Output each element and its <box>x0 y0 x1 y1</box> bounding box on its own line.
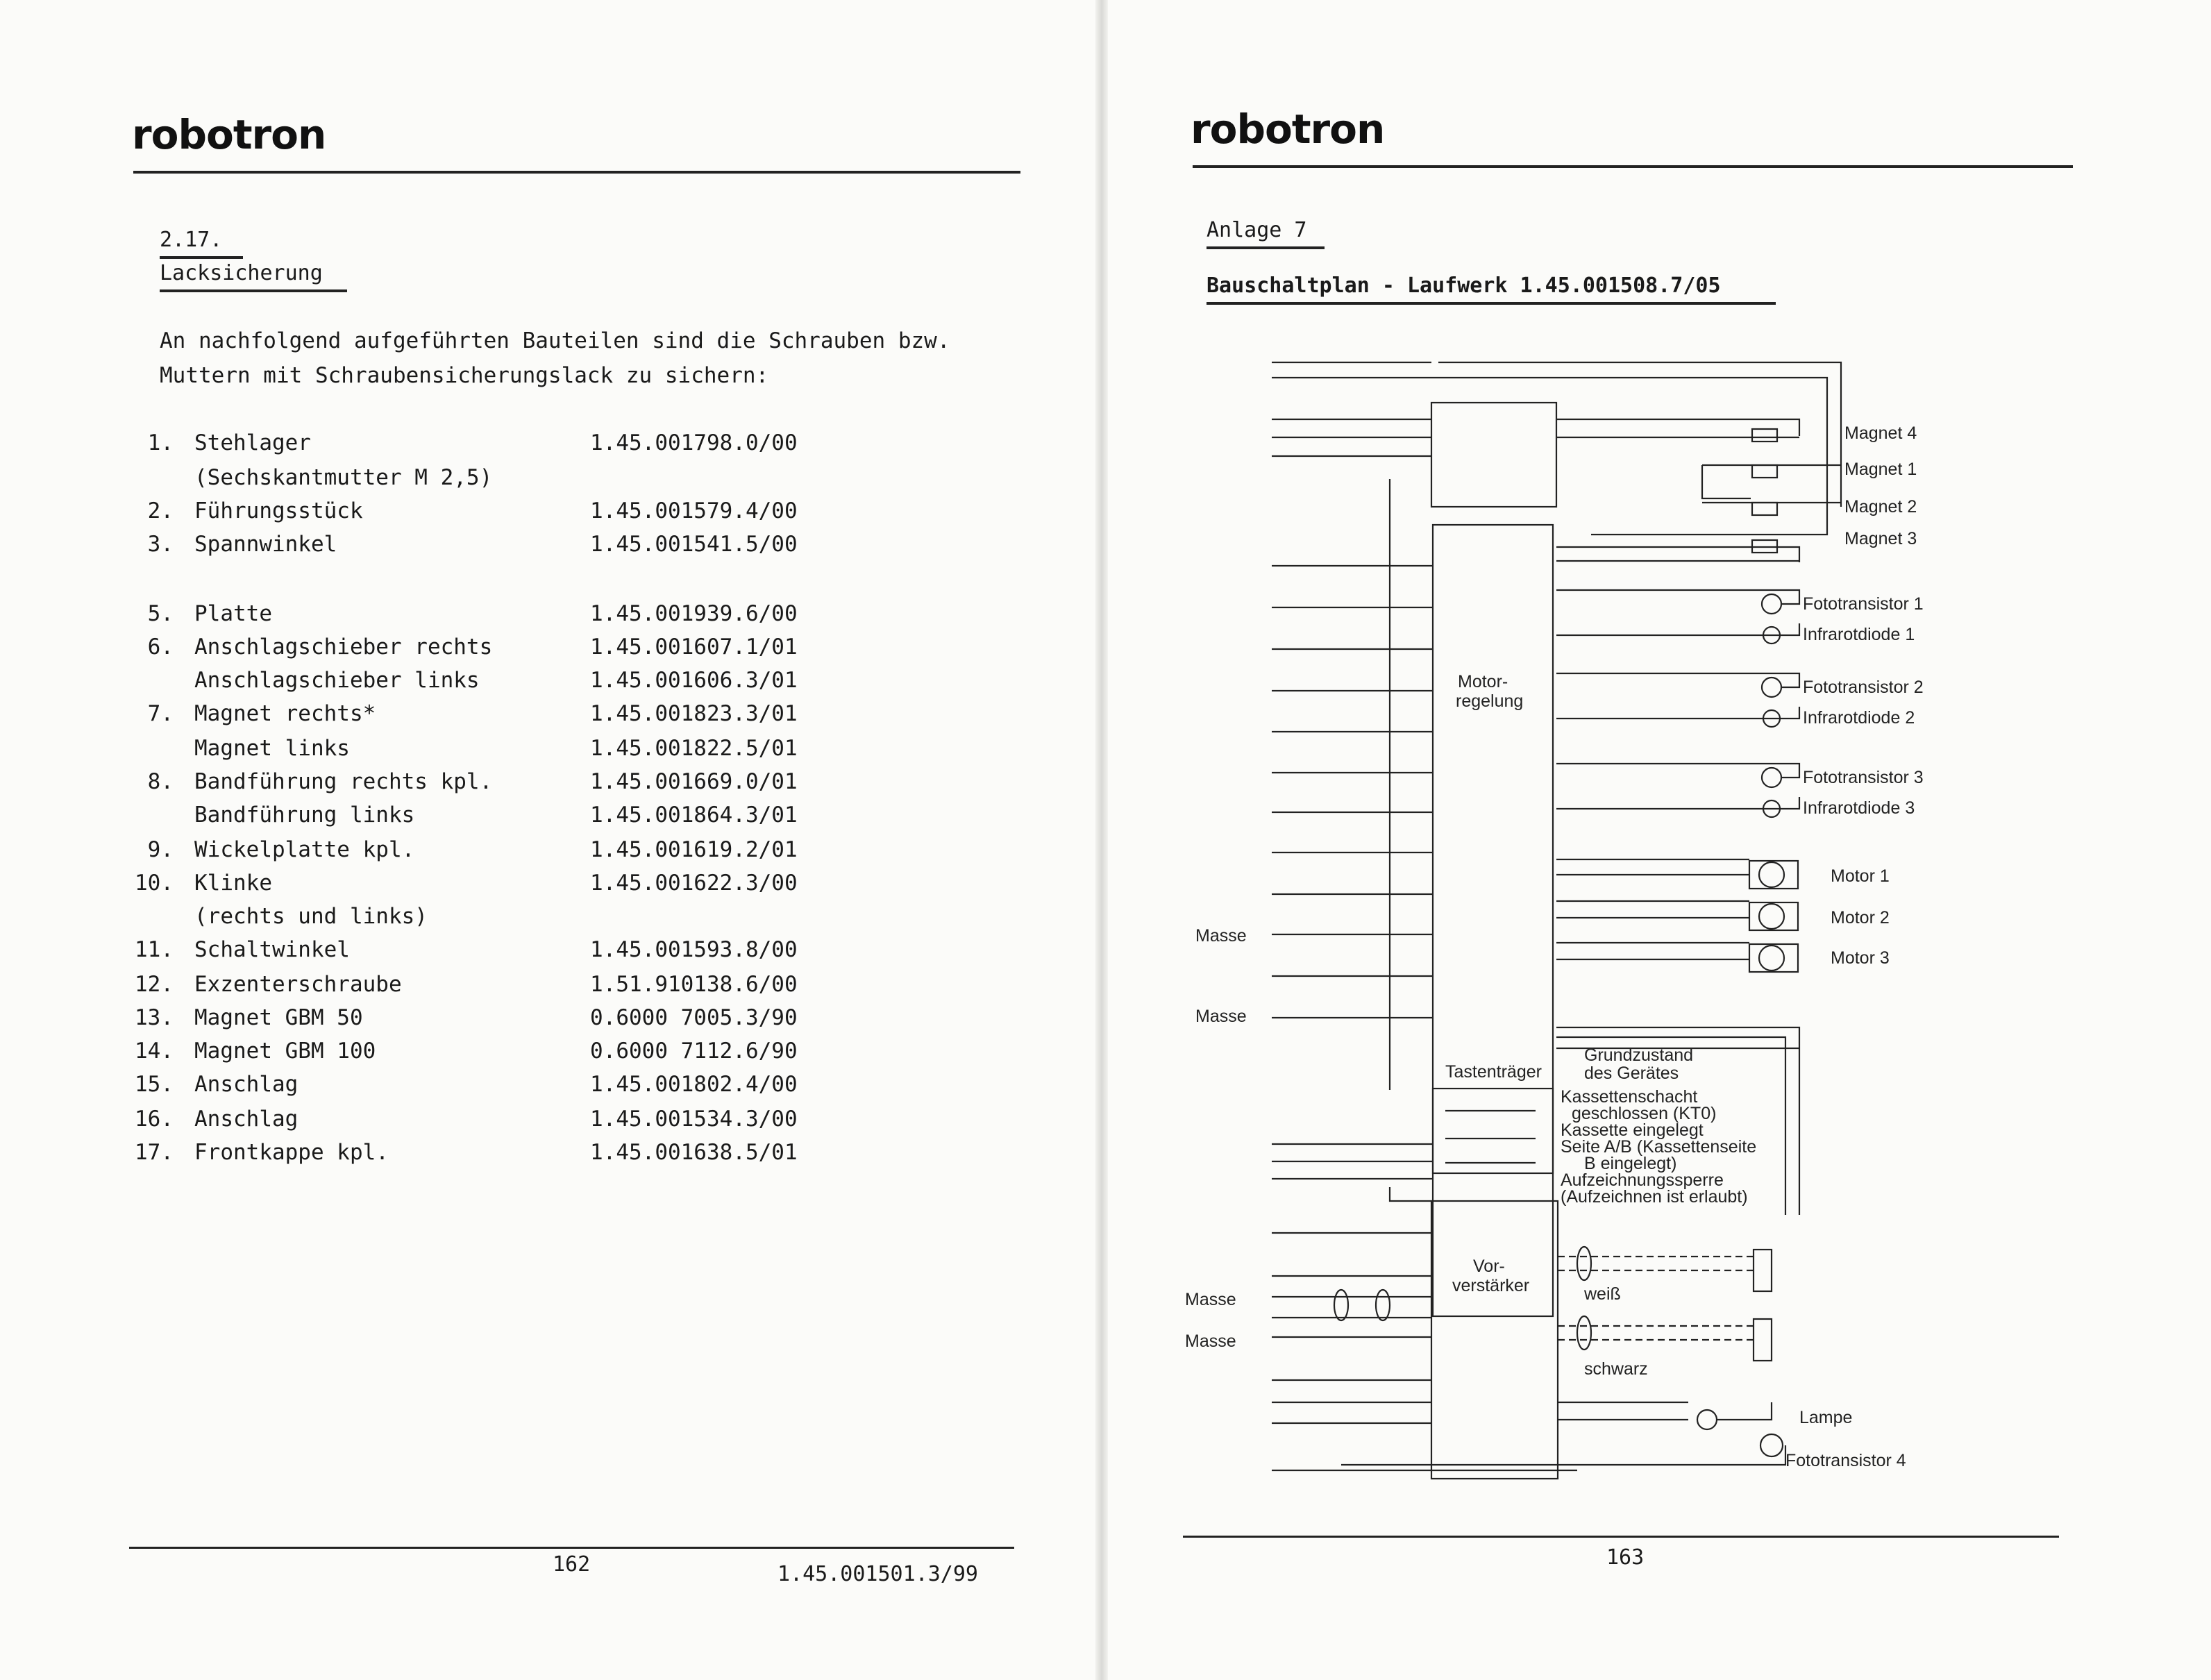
preamp-label-2: verstärker <box>1452 1276 1530 1295</box>
item-name: (rechts und links) <box>194 904 428 929</box>
item-number: 8. <box>147 769 174 794</box>
item-name: Führungsstück <box>194 498 363 523</box>
magnet-4-label: Magnet 4 <box>1844 423 1917 443</box>
item-number: 17. <box>135 1140 174 1165</box>
item-part-number: 0.6000 7005.3/90 <box>590 1005 798 1030</box>
item-part-number: 1.45.001798.0/00 <box>590 430 798 455</box>
item-part-number: 1.45.001534.3/00 <box>590 1107 798 1132</box>
motor-control-label-2: regelung <box>1456 691 1524 711</box>
switch-note-1: Kassettenschacht <box>1561 1087 1698 1107</box>
switch-note-7: (Aufzeichnen ist erlaubt) <box>1561 1187 1748 1207</box>
motor-2-label: Motor 2 <box>1831 908 1890 927</box>
item-name: Anschlagschieber links <box>194 668 480 693</box>
item-name: Anschlag <box>194 1107 299 1132</box>
magnet-1-label: Magnet 1 <box>1844 460 1917 479</box>
item-part-number: 0.6000 7112.6/90 <box>590 1039 798 1064</box>
switch-note-4: Seite A/B (Kassettenseite <box>1561 1137 1757 1157</box>
item-name: Magnet rechts* <box>194 701 376 726</box>
item-part-number: 1.45.001864.3/01 <box>590 803 798 828</box>
ground-label-1: Masse <box>1195 926 1247 946</box>
item-name: Exzenterschraube <box>194 972 402 997</box>
wire-white-label: weiß <box>1584 1284 1621 1304</box>
key-carrier-block <box>1433 1089 1553 1173</box>
item-name: Schaltwinkel <box>194 937 350 962</box>
page-number: 162 <box>553 1552 591 1577</box>
item-number: 1. <box>147 430 174 455</box>
ic-block-top <box>1431 403 1556 507</box>
ground-label-3: Masse <box>1185 1290 1236 1309</box>
preamp-block <box>1431 1201 1558 1479</box>
schematic-title: Bauschaltplan - Laufwerk 1.45.001508.7/05 <box>1207 274 1776 305</box>
item-name: Anschlagschieber rechts <box>194 635 493 660</box>
item-part-number: 1.45.001622.3/00 <box>590 871 798 896</box>
fototransistor-2-label: Fototransistor 2 <box>1803 678 1924 697</box>
item-part-number: 1.45.001669.0/01 <box>590 769 798 794</box>
item-part-number: 1.45.001593.8/00 <box>590 937 798 962</box>
fototransistor-4-label: Fototransistor 4 <box>1785 1451 1906 1470</box>
infrarotdiode-3-label: Infrarotdiode 3 <box>1803 798 1915 818</box>
switch-note-2: geschlossen (KT0) <box>1572 1104 1717 1123</box>
ground-label-2: Masse <box>1195 1007 1247 1026</box>
motor-control-block <box>1433 525 1553 1316</box>
item-part-number: 1.51.910138.6/00 <box>590 972 798 997</box>
header-rule <box>1193 165 2073 168</box>
footer-rule <box>129 1547 1014 1549</box>
header-rule <box>133 171 1020 174</box>
item-part-number: 1.45.001619.2/01 <box>590 837 798 862</box>
fototransistor-1-label: Fototransistor 1 <box>1803 594 1924 614</box>
initial-state-label-2: des Gerätes <box>1584 1064 1679 1083</box>
item-number: 7. <box>147 701 174 726</box>
intro-paragraph: An nachfolgend aufgeführten Bauteilen sind die Schrauben bzw. Muttern mit Schraubensicherungslack zu sichern: <box>160 328 950 388</box>
initial-state-label: Grundzustand <box>1584 1045 1694 1065</box>
item-number: 14. <box>135 1039 174 1064</box>
document-number: 1.45.001501.3/99 <box>777 1562 978 1586</box>
switch-note-6: Aufzeichnungssperre <box>1561 1170 1724 1190</box>
item-number: 11. <box>135 937 174 962</box>
item-number: 6. <box>147 635 174 660</box>
fototransistor-3-label: Fototransistor 3 <box>1803 768 1924 787</box>
switch-note-3: Kassette eingelegt <box>1561 1120 1704 1140</box>
item-name: Bandführung links <box>194 803 415 828</box>
item-name: Stehlager <box>194 430 311 455</box>
item-part-number: 1.45.001823.3/01 <box>590 701 798 726</box>
item-number: 3. <box>147 532 174 557</box>
motor-1-label: Motor 1 <box>1831 866 1890 886</box>
annex-label: Anlage 7 <box>1207 218 1325 249</box>
item-part-number: 1.45.001579.4/00 <box>590 498 798 523</box>
ground-label-4: Masse <box>1185 1332 1236 1351</box>
item-number: 16. <box>135 1107 174 1132</box>
wiring-diagram <box>1105 326 2211 1493</box>
motor-control-label: Motor- <box>1458 672 1508 691</box>
motor-3-label: Motor 3 <box>1831 948 1890 968</box>
infrarotdiode-2-label: Infrarotdiode 2 <box>1803 708 1915 728</box>
section-title: Lacksicherung <box>160 261 347 292</box>
item-number: 12. <box>135 972 174 997</box>
wire-black-label: schwarz <box>1584 1359 1648 1379</box>
item-name: Magnet links <box>194 736 350 761</box>
item-part-number: 1.45.001638.5/01 <box>590 1140 798 1165</box>
infrarotdiode-1-label: Infrarotdiode 1 <box>1803 625 1915 644</box>
item-name: Bandführung rechts kpl. <box>194 769 493 794</box>
item-name: Magnet GBM 100 <box>194 1039 376 1064</box>
item-name: Wickelplatte kpl. <box>194 837 415 862</box>
magnet-3-label: Magnet 3 <box>1844 529 1917 548</box>
preamp-label: Vor- <box>1473 1257 1505 1276</box>
item-part-number: 1.45.001607.1/01 <box>590 635 798 660</box>
robotron-logo: robotron <box>1191 106 1385 153</box>
item-part-number: 1.45.001606.3/01 <box>590 668 798 693</box>
item-number: 10. <box>135 871 174 896</box>
item-number: 13. <box>135 1005 174 1030</box>
item-name: Platte <box>194 601 272 626</box>
item-part-number: 1.45.001822.5/01 <box>590 736 798 761</box>
item-number: 9. <box>147 837 174 862</box>
lamp-label: Lampe <box>1799 1408 1853 1427</box>
page-number: 163 <box>1606 1545 1645 1570</box>
key-carrier-label: Tastenträger <box>1445 1062 1542 1082</box>
item-number: 5. <box>147 601 174 626</box>
item-number: 15. <box>135 1072 174 1097</box>
magnet-2-label: Magnet 2 <box>1844 497 1917 516</box>
item-part-number: 1.45.001541.5/00 <box>590 532 798 557</box>
left-page <box>0 0 1097 1680</box>
item-name: Klinke <box>194 871 272 896</box>
item-name: Magnet GBM 50 <box>194 1005 363 1030</box>
footer-rule <box>1183 1536 2059 1538</box>
right-page <box>1105 0 2211 1680</box>
robotron-logo: robotron <box>132 111 326 158</box>
item-name: Spannwinkel <box>194 532 337 557</box>
section-number: 2.17. <box>160 228 243 259</box>
item-name: (Sechskantmutter M 2,5) <box>194 465 493 490</box>
switch-note-5: B eingelegt) <box>1584 1154 1677 1173</box>
item-part-number: 1.45.001939.6/00 <box>590 601 798 626</box>
item-name: Anschlag <box>194 1072 299 1097</box>
item-name: Frontkappe kpl. <box>194 1140 389 1165</box>
item-number: 2. <box>147 498 174 523</box>
item-part-number: 1.45.001802.4/00 <box>590 1072 798 1097</box>
